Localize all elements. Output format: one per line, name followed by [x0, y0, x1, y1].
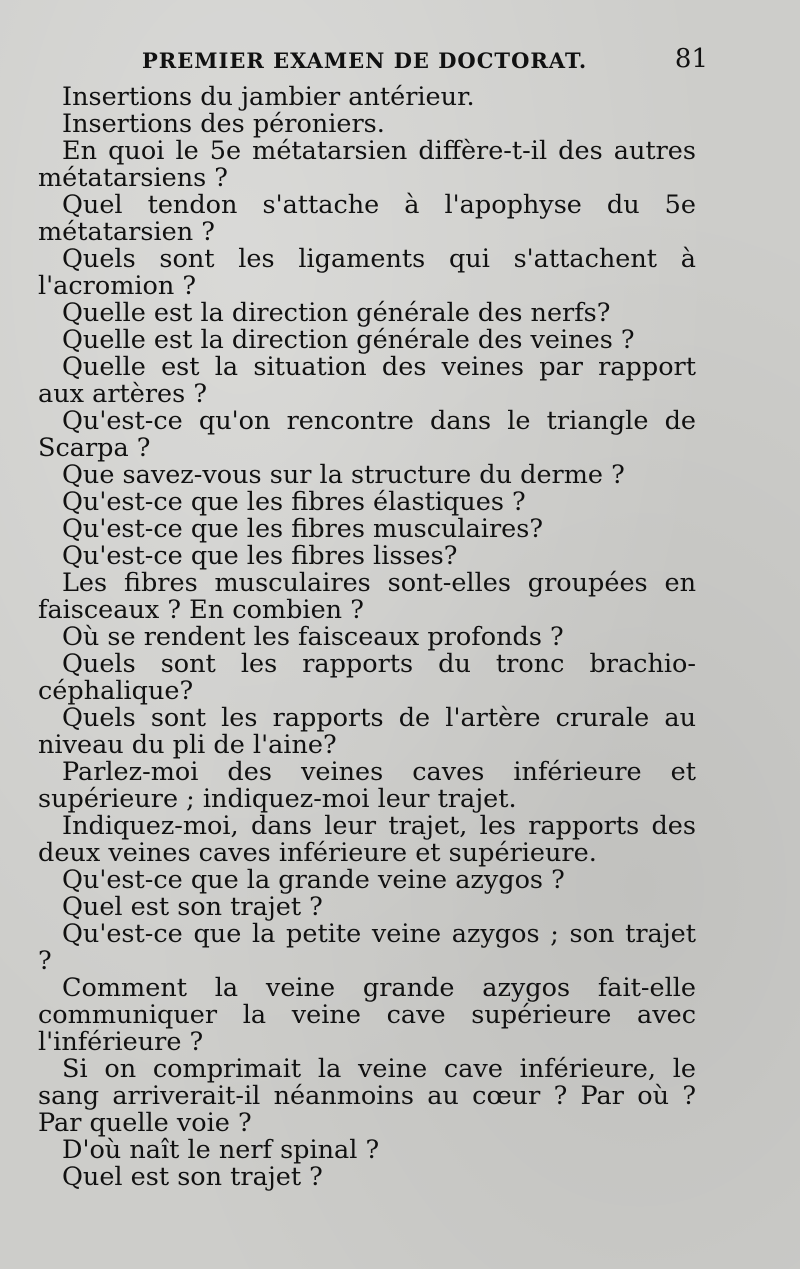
question-line: Qu'est-ce que les fibres musculaires?	[62, 514, 543, 544]
question-line: Les fibres musculaires sont-elles groupées en faisceaux ? En combien ?	[38, 568, 696, 625]
question-line: Qu'est-ce que les fibres lisses?	[62, 541, 458, 571]
question-line: Qu'est-ce que les fibres élastiques ?	[62, 487, 526, 517]
body-text	[38, 84, 696, 1191]
question-line: Indiquez-moi, dans leur trajet, les rapports des deux veines caves inférieure et supérieure.	[38, 811, 696, 868]
question-line: Quel tendon s'attache à l'apophyse du 5e métatarsien ?	[38, 190, 696, 247]
question-line: Où se rendent les faisceaux profonds ?	[62, 622, 564, 652]
question-line: Parlez-moi des veines caves inférieure et supérieure ; indiquez-moi leur trajet.	[38, 757, 696, 814]
question-line: Si on comprimait la veine cave inférieure, le sang arriverait-il néanmoins au cœur ? Par où ? Par quelle voie ?	[38, 1054, 696, 1138]
question-line: Qu'est-ce que la grande veine azygos ?	[62, 865, 565, 895]
page-header	[38, 40, 708, 84]
running-title: PREMIER EXAMEN DE DOCTORAT.	[142, 48, 588, 73]
question-line: Quels sont les rapports du tronc brachio-céphalique?	[38, 649, 696, 706]
question-line: En quoi le 5e métatarsien diffère-t-il des autres métatarsiens ?	[38, 136, 696, 193]
question-line: Qu'est-ce qu'on rencontre dans le triangle de Scarpa ?	[38, 406, 696, 463]
question-line: Qu'est-ce que la petite veine azygos ; son trajet ?	[38, 919, 696, 976]
question-line: Comment la veine grande azygos fait-elle communiquer la veine cave supérieure avec l'inférieure ?	[38, 973, 696, 1057]
page-number: 81	[674, 44, 708, 74]
question-line: Insertions des péroniers.	[62, 109, 385, 139]
question-line: Quelle est la direction générale des nerfs?	[62, 298, 611, 328]
question-line: Quelle est la direction générale des veines ?	[62, 325, 635, 355]
question-line: Insertions du jambier antérieur.	[62, 82, 475, 112]
question-line: Quel est son trajet ?	[62, 892, 323, 922]
question-line: Quels sont les rapports de l'artère crurale au niveau du pli de l'aine?	[38, 703, 696, 760]
question-line: D'où naît le nerf spinal ?	[62, 1135, 380, 1165]
question-line: Quels sont les ligaments qui s'attachent à l'acromion ?	[38, 244, 696, 301]
question-line: Quel est son trajet ?	[62, 1162, 323, 1192]
question-line: Que savez-vous sur la structure du derme ?	[62, 460, 625, 490]
question-line: Quelle est la situation des veines par rapport aux artères ?	[38, 352, 696, 409]
